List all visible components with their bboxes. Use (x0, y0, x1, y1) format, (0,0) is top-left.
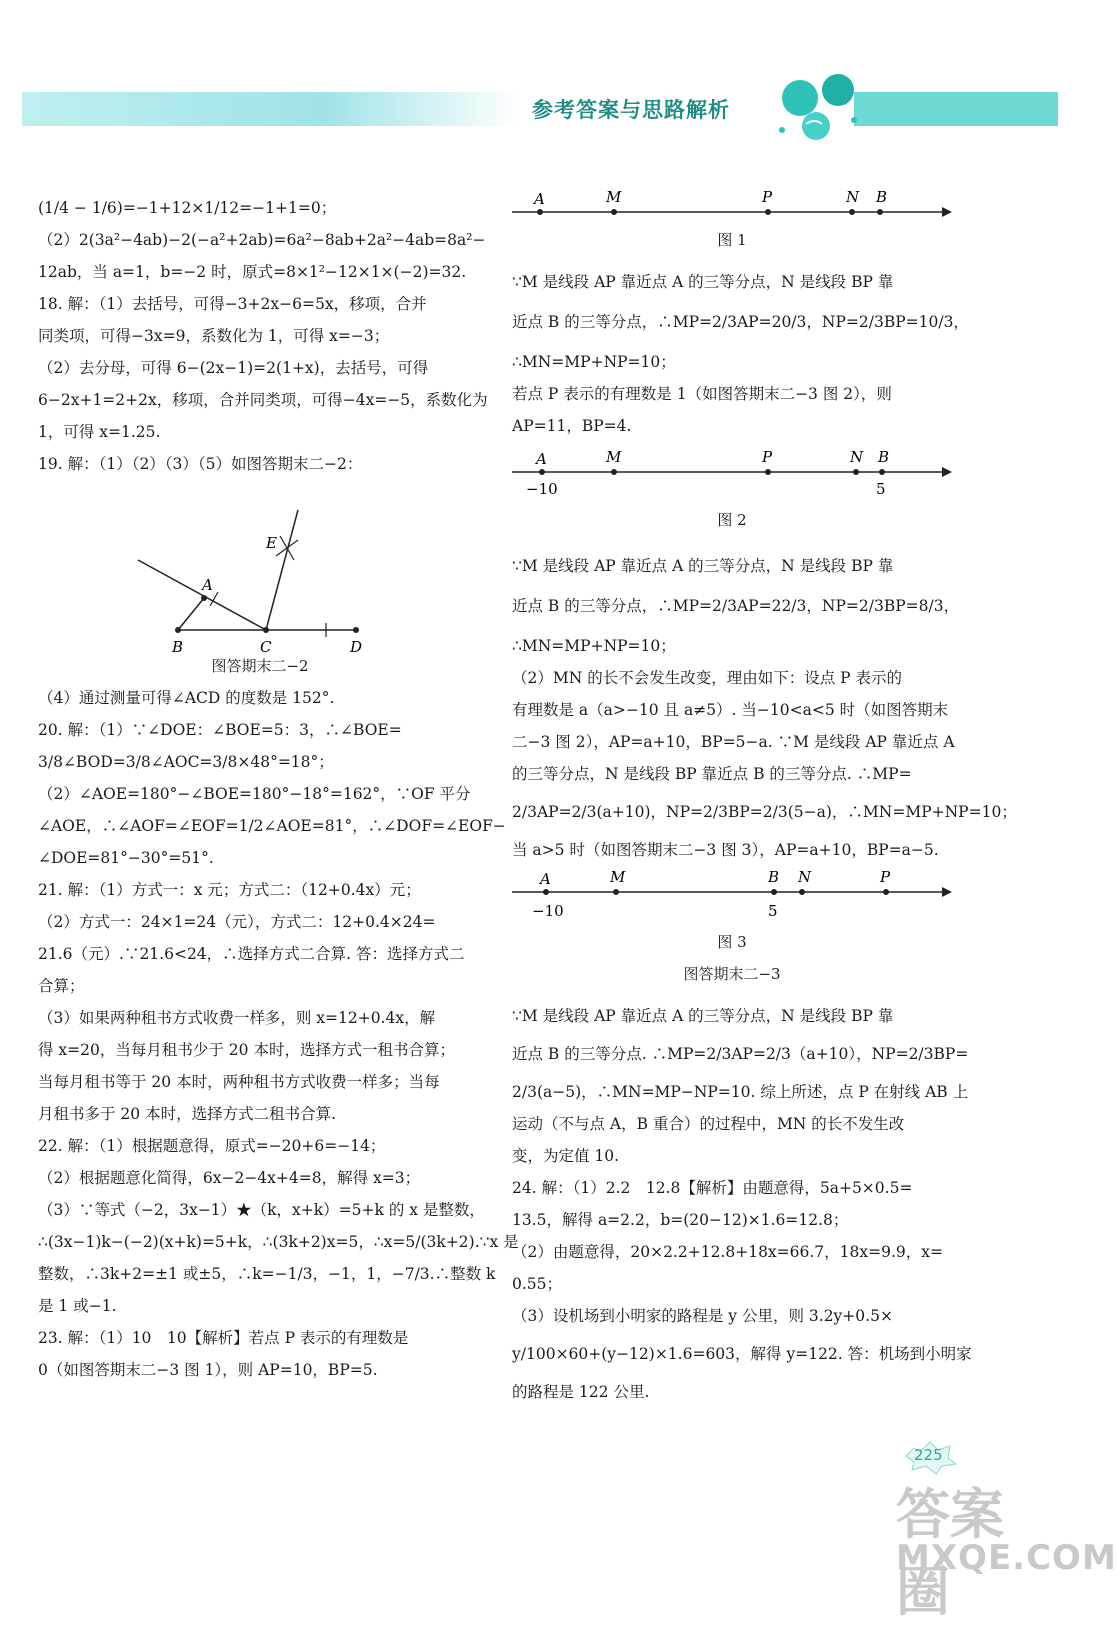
text-line: ∵M 是线段 AP 靠近点 A 的三等分点，N 是线段 BP 靠 (512, 273, 894, 291)
label-p: P (880, 868, 891, 886)
text-line: ∠AOE，∴∠AOF=∠EOF=1/2∠AOE=81°，∴∠DOF=∠EOF− (38, 817, 506, 835)
text-line: ∵M 是线段 AP 靠近点 A 的三等分点，N 是线段 BP 靠 (512, 1007, 894, 1025)
text-line: 23. 解：（1）10 10【解析】若点 P 表示的有理数是 (38, 1329, 409, 1347)
label-m: M (606, 188, 622, 206)
text-line: （2）由题意得，20×2.2+12.8+18x=66.7，18x=9.9，x= (512, 1243, 944, 1261)
text-line: 变，为定值 10. (512, 1147, 620, 1165)
left-column (38, 192, 519, 1386)
header-band-right (854, 92, 1058, 126)
label-m: M (606, 448, 622, 466)
label-n: N (798, 868, 812, 886)
label-b: B (878, 448, 890, 466)
text-line: ∵M 是线段 AP 靠近点 A 的三等分点，N 是线段 BP 靠 (512, 557, 894, 575)
text-line: （4）通过测量可得∠ACD 的度数是 152°. (38, 689, 335, 707)
text-line: 是 1 或−1. (38, 1297, 117, 1315)
text-line: （2）方式一：24×1=24（元），方式二：12+0.4×24= (38, 913, 436, 931)
text-line: 20. 解：（1）∵∠DOE：∠BOE=5：3，∴∠BOE= (38, 721, 402, 739)
number-line-figure-2 (512, 442, 952, 504)
text-line: 合算； (38, 977, 85, 995)
figure-caption: 图答期末二−2 (211, 657, 309, 675)
watermark (896, 1472, 1117, 1623)
text-line: 12ab，当 a=1，b=−2 时，原式=8×1²−12×1×(−2)=32. (38, 263, 467, 281)
text-line: 二−3 图 2），AP=a+10，BP=5−a. ∵M 是线段 AP 靠近点 A (512, 733, 955, 751)
text-line: 0（如图答期末二−3 图 1），则 AP=10，BP=5. (38, 1361, 378, 1379)
label-a: A (534, 190, 545, 208)
text-line: 近点 B 的三等分点. ∴MP=2/3AP=2/3（a+10），NP=2/3BP= (512, 1045, 969, 1063)
text-line: 19. 解：（1）（2）（3）（5）如图答期末二−2： (38, 455, 363, 473)
text-line: y/100×60+(y−12)×1.6=603，解得 y=122. 答：机场到小明家 (512, 1345, 972, 1363)
label-b: B (768, 868, 780, 886)
text-line: 0.55； (512, 1275, 563, 1293)
label-p: P (762, 188, 773, 206)
text-line: 近点 B 的三等分点，∴MP=2/3AP=22/3，NP=2/3BP=8/3， (512, 597, 960, 615)
right-column (512, 184, 1017, 1408)
text-line: (1/4 − 1/6)=−1+12×1/12=−1+1=0； (38, 199, 337, 217)
bubbles-icon (774, 70, 864, 146)
label-a: A (536, 450, 547, 468)
label-d: D (350, 638, 363, 656)
number-line-figure-3 (512, 866, 952, 926)
text-line: ∠DOE=81°−30°=51°. (38, 849, 214, 867)
text-line: 21. 解：（1）方式一：x 元；方式二：（12+0.4x）元； (38, 881, 421, 899)
text-line: 运动（不与点 A，B 重合）的过程中，MN 的长不发生改 (512, 1115, 905, 1133)
tick-label: −10 (526, 480, 558, 498)
text-line: ∴MN=MP+NP=10； (512, 353, 676, 371)
text-line: 6−2x+1=2+2x，移项，合并同类项，可得−4x=−5，系数化为 (38, 391, 488, 409)
header-title: 参考答案与思路解析 (532, 98, 730, 122)
label-m: M (610, 868, 626, 886)
text-line: 的三等分点，N 是线段 BP 靠近点 B 的三等分点. ∴MP= (512, 765, 912, 783)
page-number-badge (900, 1436, 960, 1476)
text-line: 当每月租书等于 20 本时，两种租书方式收费一样多；当每 (38, 1073, 440, 1091)
text-line: AP=11，BP=4. (512, 417, 632, 435)
text-line: 2/3AP=2/3(a+10)，NP=2/3BP=2/3(5−a)，∴MN=MP+NP=10； (512, 803, 1017, 821)
figure-caption: 图 2 (717, 511, 747, 529)
text-line: 有理数是 a（a>−10 且 a≠5）. 当−10<a<5 时（如图答期末 (512, 701, 949, 719)
label-a: A (202, 576, 213, 594)
text-line: 3/8∠BOD=3/8∠AOC=3/8×48°=18°； (38, 753, 334, 771)
text-line: （3）设机场到小明家的路程是 y 公里，则 3.2y+0.5× (512, 1307, 893, 1325)
label-n: N (846, 188, 860, 206)
text-line: （2）去分母，可得 6−(2x−1)=2(1+x)，去括号，可得 (38, 359, 429, 377)
label-b: B (876, 188, 888, 206)
figure-caption: 图 3 (717, 933, 747, 951)
text-line: 若点 P 表示的有理数是 1（如图答期末二−3 图 2），则 (512, 385, 892, 403)
label-c: C (260, 638, 272, 656)
text-line: 月租书多于 20 本时，选择方式二租书合算. (38, 1105, 337, 1123)
tick-label: 5 (768, 902, 778, 920)
text-line: （2）2(3a²−4ab)−2(−a²+2ab)=6a²−8ab+2a²−4ab=8a²− (38, 231, 486, 249)
label-a: A (540, 870, 551, 888)
text-line: 2/3(a−5)，∴MN=MP−NP=10. 综上所述，点 P 在射线 AB 上 (512, 1083, 969, 1101)
label-e: E (266, 534, 277, 552)
text-line: （2）MN 的长不会发生改变，理由如下：设点 P 表示的 (512, 669, 903, 687)
header-band-left (22, 92, 522, 126)
text-line: 18. 解：（1）去括号，可得−3+2x−6=5x，移项，合并 (38, 295, 427, 313)
page-header (22, 88, 1058, 130)
text-line: 22. 解：（1）根据题意得，原式=−20+6=−14； (38, 1137, 386, 1155)
text-line: （3）∵等式（−2，3x−1）★（k，x+k）=5+k 的 x 是整数， (38, 1201, 485, 1219)
text-line: （2）∠AOE=180°−∠BOE=180°−18°=162°，∵OF 平分 (38, 785, 471, 803)
text-line: 得 x=20，当每月租书少于 20 本时，选择方式一租书合算； (38, 1041, 455, 1059)
text-line: 近点 B 的三等分点，∴MP=2/3AP=20/3，NP=2/3BP=10/3， (512, 313, 969, 331)
text-line: ∴MN=MP+NP=10； (512, 637, 676, 655)
number-line-figure-1 (512, 184, 952, 224)
text-line: 同类项，可得−3x=9，系数化为 1，可得 x=−3； (38, 327, 390, 345)
label-n: N (850, 448, 864, 466)
label-b: B (172, 638, 184, 656)
text-line: 整数，∴3k+2=±1 或±5，∴k=−1/3，−1，1，−7/3.∴整数 k (38, 1265, 496, 1283)
tick-label: 5 (876, 480, 886, 498)
page-number: 225 (914, 1446, 943, 1464)
text-line: 13.5，解得 a=2.2，b=(20−12)×1.6=12.8； (512, 1211, 849, 1229)
watermark-logo: 答案圈 (896, 1483, 1004, 1623)
figure-caption: 图答期末二−3 (683, 965, 781, 983)
text-line: 21.6（元）.∵21.6<24，∴选择方式二合算. 答：选择方式二 (38, 945, 465, 963)
tick-label: −10 (532, 902, 564, 920)
text-line: 的路程是 122 公里. (512, 1383, 650, 1401)
text-line: 当 a>5 时（如图答期末二−3 图 3），AP=a+10，BP=a−5. (512, 841, 939, 859)
text-line: （3）如果两种租书方式收费一样多，则 x=12+0.4x，解 (38, 1009, 436, 1027)
text-line: 24. 解：（1）2.2 12.8【解析】由题意得，5a+5×0.5= (512, 1179, 913, 1197)
figure-19-geometry (38, 480, 482, 656)
text-line: ∴(3x−1)k−(−2)(x+k)=5+k，∴(3k+2)x=5，∴x=5/(3k+2).∵x 是 (38, 1233, 519, 1251)
figure-caption: 图 1 (717, 231, 747, 249)
text-line: 1，可得 x=1.25. (38, 423, 161, 441)
text-line: （2）根据题意化简得，6x−2−4x+4=8，解得 x=3； (38, 1169, 421, 1187)
watermark-url: MXQE.COM (896, 1538, 1117, 1578)
label-p: P (762, 448, 773, 466)
